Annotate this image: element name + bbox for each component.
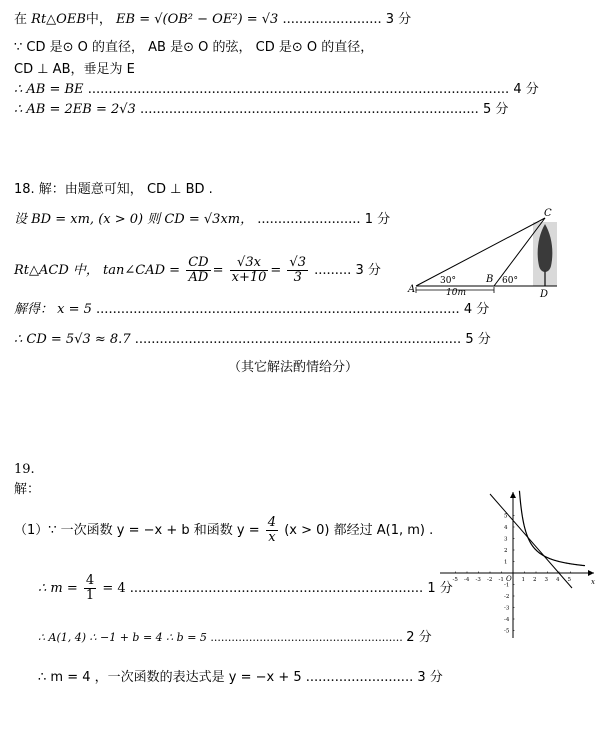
s18-frac2-den: x+10 — [231, 270, 267, 285]
s19-frac-a-den: x — [266, 530, 278, 545]
s17-l1-pre: 在 — [14, 12, 28, 27]
s19-line1 — [14, 512, 433, 550]
s19-l1-pre: （1）∵ 一次函数 y = −x + b 和函数 y = — [14, 523, 260, 538]
s17-line2: ∵ CD 是⊙ O 的直径， AB 是⊙ O 的弦， CD 是⊙ O 的直径， — [14, 40, 374, 55]
y-tick-label: -1 — [504, 582, 510, 589]
s18-l4-math: 解得： x = 5 — [14, 302, 92, 317]
y-tick-label: 5 — [504, 513, 508, 520]
s19-line3: ∴ A(1, 4) ∴ −1 + b = 4 ∴ b = 5 ....................................................... 2 分 — [38, 630, 432, 645]
y-tick-label: -2 — [504, 594, 510, 600]
s18-note: （其它解法酌情给分） — [228, 360, 359, 375]
fig-angle-a: 30° — [440, 276, 456, 286]
x-tick-label: -3 — [475, 577, 481, 583]
s18-l3-pre: Rt△ACD 中， tan∠CAD = — [14, 263, 181, 278]
y-tick-label: 2 — [504, 548, 508, 554]
s17-l1-score: 3 分 — [385, 12, 412, 27]
s19-frac-b-num: 4 — [85, 573, 95, 588]
s18-l4-score: 4 分 — [463, 302, 490, 317]
inverse-function-curve — [519, 491, 585, 566]
y-tick-label: 3 — [504, 536, 508, 543]
fig-label-d: D — [540, 289, 549, 300]
s19-l2-score: 1 分 — [427, 581, 453, 596]
s18-l5-score: 5 分 — [465, 332, 491, 347]
s19-frac-b — [84, 574, 96, 603]
s18-frac3 — [287, 256, 308, 285]
s19-graph — [438, 488, 598, 640]
s19-num: 19. — [14, 462, 35, 477]
fig-label-b: B — [486, 274, 494, 285]
s18-l3-score: 3 分 — [355, 263, 381, 278]
s18-frac1-num: CD — [188, 255, 209, 270]
s17-l5-math: ∴ AB = 2EB = 2√3 — [14, 102, 136, 117]
y-tick-label: -3 — [504, 605, 510, 612]
y-tick-label: -4 — [504, 617, 510, 623]
s19-l2-pre: ∴ m = — [38, 581, 78, 596]
s19-frac-b-den: 1 — [85, 588, 95, 603]
fig-label-c: C — [544, 208, 552, 219]
s18-line3: Rt△ACD 中， tan∠CAD = $\frac{CD}{AD}$ = $\frac{√3x}{x+10}$ = $\frac{√3}{3}$ ......... 3 分 — [14, 255, 381, 285]
s17-l1-mid: 中， — [85, 12, 112, 27]
s18-frac3-den: 3 — [287, 270, 308, 285]
s19-frac-a — [266, 516, 278, 545]
s17-l5-score: 5 分 — [482, 102, 509, 117]
s17-l4-score: 4 分 — [513, 82, 539, 97]
x-tick-label: 4 — [556, 577, 560, 583]
s19-line2: ∴ m = $\frac{4}{1}$ = 4 ....................................................................... 1 分 — [38, 573, 453, 603]
x-axis-label: x — [591, 578, 595, 586]
s19-l1-post: (x > 0) 都经过 A(1, m) . — [284, 523, 434, 538]
s19-l3-score: 2 分 — [406, 630, 432, 645]
x-tick-label: -5 — [452, 577, 458, 583]
x-tick-label: 1 — [521, 577, 525, 583]
x-tick-label: -2 — [487, 577, 493, 583]
s19-l4-math: ∴ m = 4 ，一次函数的表达式是 y = −x + 5 — [38, 670, 302, 685]
s19-l2-post: = 4 — [102, 581, 126, 596]
s18-frac1 — [186, 256, 210, 285]
fig-dist: 10m — [446, 288, 466, 298]
origin-label: O — [506, 575, 512, 583]
s18-frac2 — [230, 256, 269, 285]
s18-frac3-num: √3 — [289, 255, 306, 270]
s17-l1-dots: ........................ — [282, 12, 382, 27]
s17-line5: ∴ AB = 2EB = 2√3 .................................................................................. 5 分 — [14, 102, 509, 117]
y-tick-label: -5 — [504, 628, 510, 635]
s19-frac-a-num: 4 — [267, 515, 277, 530]
s19-sol: 解： — [14, 482, 41, 497]
x-tick-label: 3 — [544, 577, 548, 583]
s19-l4-score: 3 分 — [417, 670, 443, 685]
s18-frac1-den: AD — [186, 270, 210, 285]
s17-line3: CD ⊥ AB，垂足为 E — [14, 62, 135, 77]
s18-line4: 解得： x = 5 ........................................................................................ 4 分 — [14, 302, 490, 317]
y-tick-label: 4 — [504, 525, 508, 531]
s18-l2-score: 1 分 — [364, 212, 391, 227]
s17-l1-eq: EB = √(OB² − OE²) = √3 — [116, 12, 279, 27]
s17-line4: ∴ AB = BE ...................................................................................................... 4 分 — [14, 82, 539, 97]
fig-label-a: A — [408, 284, 416, 295]
y-tick-label: 1 — [504, 559, 508, 566]
x-axis-arrow-icon — [588, 570, 594, 576]
s18-line5: ∴ CD = 5√3 ≈ 8.7 ............................................................................... 5 分 — [14, 332, 491, 347]
s18-line2: 设 BD = xm, (x > 0) 则 CD = √3xm， ......................... 1 分 — [14, 212, 391, 227]
s18-l5-math: ∴ CD = 5√3 ≈ 8.7 — [14, 332, 131, 347]
s18-frac2-num: √3x — [237, 255, 261, 270]
linear-function-line — [490, 494, 572, 588]
s18-l2-math: 设 BD = xm, (x > 0) 则 CD = √3xm， — [14, 212, 254, 227]
y-axis-arrow-icon — [510, 492, 516, 498]
s18-title: 18. 解：由题意可知， CD ⊥ BD . — [14, 182, 213, 197]
s17-l4-math: ∴ AB = BE — [14, 82, 84, 97]
x-tick-label: -1 — [498, 577, 504, 583]
x-tick-label: 2 — [533, 577, 537, 583]
s18-figure — [402, 204, 572, 304]
s17-line1 — [14, 12, 411, 28]
s19-line4: ∴ m = 4 ，一次函数的表达式是 y = −x + 5 .......................... 3 分 — [38, 670, 443, 685]
x-tick-label: -4 — [464, 577, 470, 583]
fig-angle-b: 60° — [502, 276, 518, 286]
s17-l1-math: Rt△OEB — [31, 12, 86, 27]
x-tick-label: 5 — [567, 577, 571, 583]
s19-l3-math: ∴ A(1, 4) ∴ −1 + b = 4 ∴ b = 5 — [38, 631, 207, 644]
